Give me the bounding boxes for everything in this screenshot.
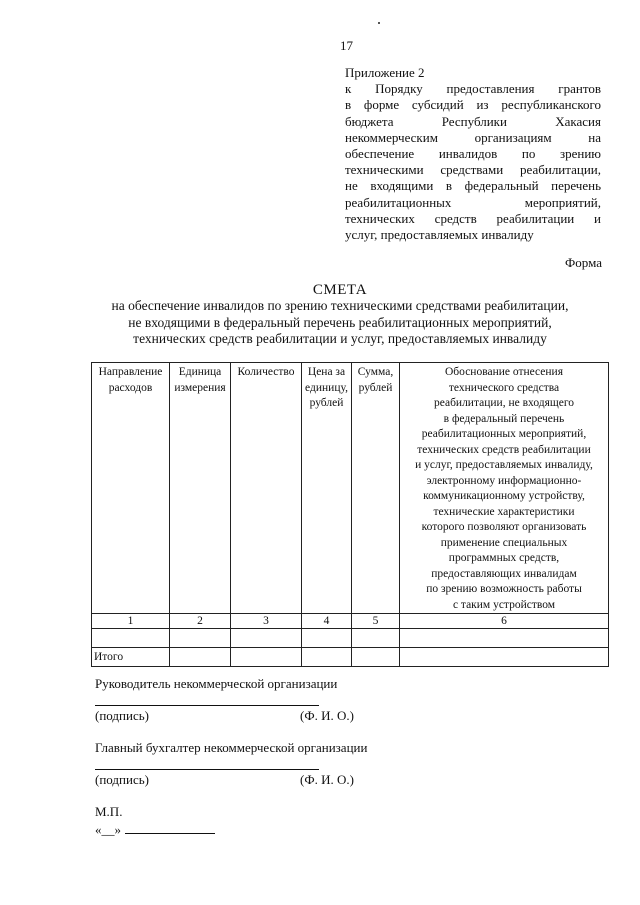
table-cell: [92, 629, 170, 648]
table-cell: [352, 648, 400, 667]
subtitle-line: технических средств реабилитации и услуг, предоставляемых инвалиду: [133, 331, 547, 346]
subtitle-line: не входящими в федеральный перечень реабилитационных мероприятий,: [128, 314, 552, 330]
head-signature-line: [95, 705, 319, 706]
column-number: 4: [302, 614, 352, 629]
date-prefix: «__»: [95, 822, 121, 837]
table-cell: [400, 629, 609, 648]
column-number: 2: [170, 614, 231, 629]
table-cell: [170, 629, 231, 648]
total-row: [92, 648, 609, 667]
appendix-line: некоммерческим организациям на: [345, 129, 601, 145]
head-name-caption: (Ф. И. О.): [300, 708, 354, 723]
table-cell: [231, 648, 302, 667]
budget-table: [91, 362, 609, 667]
table-cell: [352, 629, 400, 648]
stamp-label: М.П.: [95, 804, 123, 819]
header-cell: Направление расходов: [92, 363, 170, 614]
appendix-line: технических средств реабилитации и: [345, 210, 601, 226]
header-cell: Сумма, рублей: [352, 363, 400, 614]
appendix-block: [345, 65, 601, 243]
appendix-line: не входящими в федеральный перечень: [345, 178, 601, 194]
document-subtitle: [60, 298, 620, 348]
table-header-row: [92, 363, 609, 614]
column-number-row: [92, 614, 609, 629]
accountant-name-caption: (Ф. И. О.): [300, 772, 354, 787]
header-cell: Количество: [231, 363, 302, 614]
appendix-line: бюджета Республики Хакасия: [345, 113, 601, 129]
scan-dot: [378, 22, 380, 24]
appendix-line: реабилитационных мероприятий,: [345, 194, 601, 210]
header-cell: Обоснование отнесения технического средства реабилитации, не входящего в федеральный перечень реабилитационных мероприятий, технических средств реабилитации и услуг, предоставляемых инвалиду, электронному информационно- коммуникационному устройству, технические характеристики которого позволяют организовать применение специальных программных средств, предоставляющих инвалидам по зрению возможность работы с таким устройством: [400, 363, 609, 614]
header-cell: Цена за единицу, рублей: [302, 363, 352, 614]
form-label: Форма: [565, 255, 602, 270]
date-blank: [125, 823, 215, 834]
column-number: 5: [352, 614, 400, 629]
table-row: [92, 629, 609, 648]
header-cell: Единица измерения: [170, 363, 231, 614]
column-number: 6: [400, 614, 609, 629]
appendix-line: к Порядку предоставления грантов: [345, 81, 601, 97]
subtitle-line: на обеспечение инвалидов по зрению техническими средствами реабилитации,: [111, 298, 569, 313]
table-cell: [400, 648, 609, 667]
total-label: Итого: [92, 648, 170, 667]
table-cell: [302, 629, 352, 648]
appendix-line: в форме субсидий из республиканского: [345, 97, 601, 113]
table-cell: [231, 629, 302, 648]
appendix-line: обеспечение инвалидов по зрению: [345, 146, 601, 162]
accountant-signature-line: [95, 769, 319, 770]
page-number: 17: [340, 38, 353, 53]
appendix-line: техническими средствами реабилитации,: [345, 162, 601, 178]
column-number: 3: [231, 614, 302, 629]
document-title: СМЕТА: [312, 282, 368, 298]
table-cell: [170, 648, 231, 667]
appendix-title: Приложение 2: [345, 65, 425, 80]
table-cell: [302, 648, 352, 667]
head-signature-label: Руководитель некоммерческой организации: [95, 676, 338, 691]
head-signature-caption: (подпись): [95, 708, 149, 723]
date-line: [95, 822, 215, 838]
accountant-signature-label: Главный бухгалтер некоммерческой организации: [95, 740, 368, 755]
column-number: 1: [92, 614, 170, 629]
appendix-line: услуг, предоставляемых инвалиду: [345, 227, 534, 243]
accountant-signature-caption: (подпись): [95, 772, 149, 787]
